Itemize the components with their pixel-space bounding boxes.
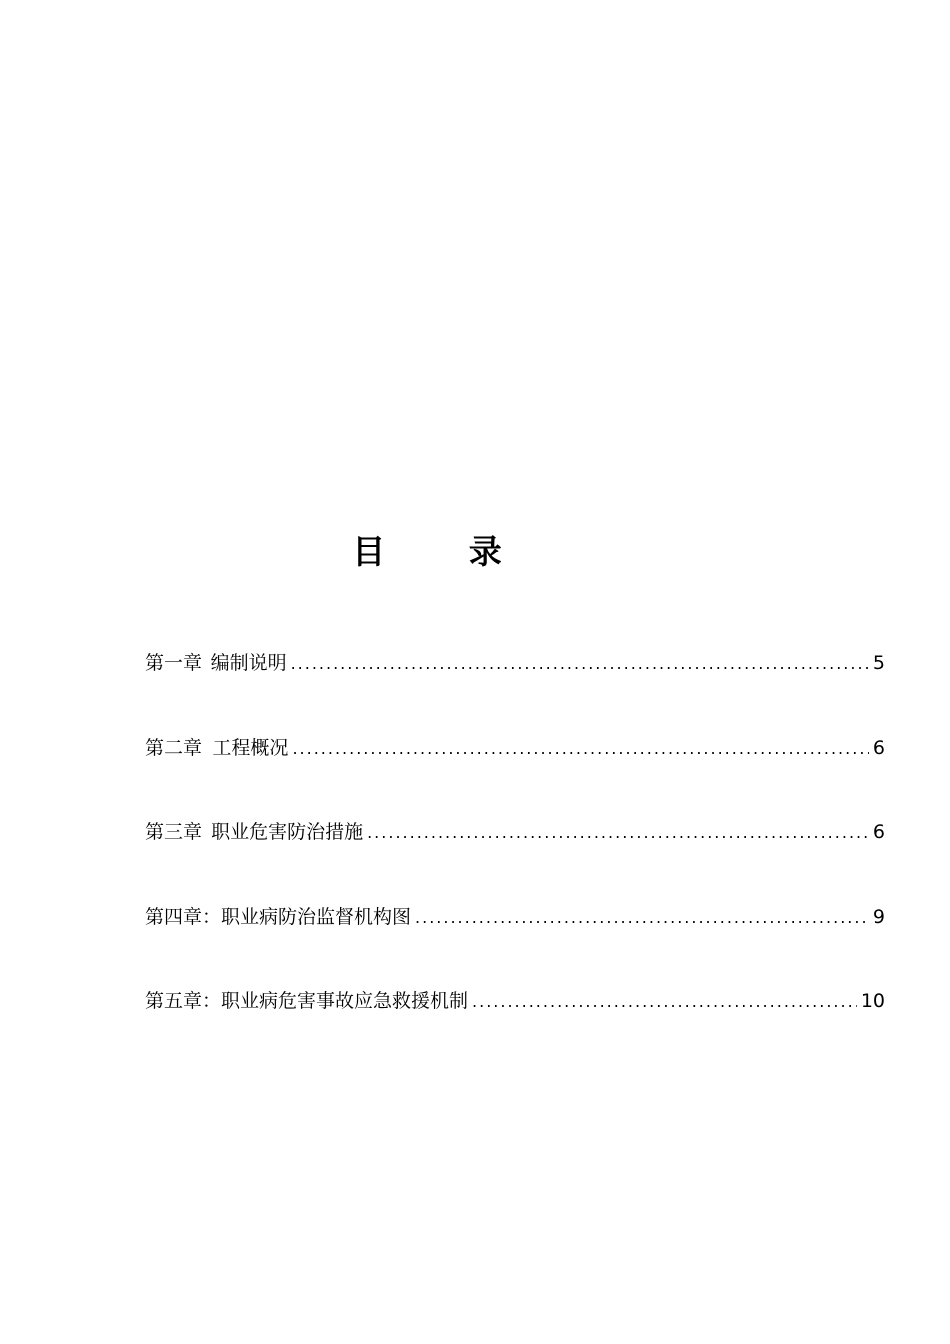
toc-dot-leader	[472, 987, 857, 1017]
toc-page-number: 5	[872, 652, 885, 674]
toc-chapter-heading: 编制说明	[210, 652, 287, 674]
toc-chapter-number: 第二章	[145, 736, 203, 759]
table-of-contents	[145, 648, 885, 1071]
toc-chapter-number: 第三章	[145, 821, 203, 843]
toc-dot-leader	[292, 734, 868, 764]
toc-chapter-heading: 职业病防治监督机构图	[221, 905, 412, 928]
toc-entry-chapter-1[interactable]	[145, 648, 885, 733]
toc-chapter-heading: 职业危害防治措施	[211, 821, 364, 843]
toc-title: 目 录	[352, 532, 538, 572]
toc-chapter-heading: 工程概况	[212, 736, 289, 759]
toc-entry-chapter-5[interactable]	[145, 986, 885, 1071]
toc-chapter-heading: 职业病危害事故应急救援机制	[221, 990, 469, 1012]
toc-page-number: 10	[860, 990, 885, 1012]
toc-chapter-number: 第一章	[145, 652, 203, 674]
toc-entry-chapter-2[interactable]	[145, 733, 885, 818]
toc-dot-leader	[415, 903, 869, 933]
toc-chapter-number: 第四章：	[145, 905, 222, 928]
toc-page-number: 6	[872, 736, 885, 759]
toc-dot-leader	[291, 649, 869, 679]
toc-dot-leader	[367, 818, 869, 848]
toc-page-number: 6	[872, 821, 885, 843]
toc-chapter-number: 第五章：	[145, 990, 222, 1012]
toc-entry-chapter-3[interactable]	[145, 817, 885, 902]
toc-page-number: 9	[872, 905, 885, 928]
toc-entry-chapter-4[interactable]	[145, 902, 885, 987]
